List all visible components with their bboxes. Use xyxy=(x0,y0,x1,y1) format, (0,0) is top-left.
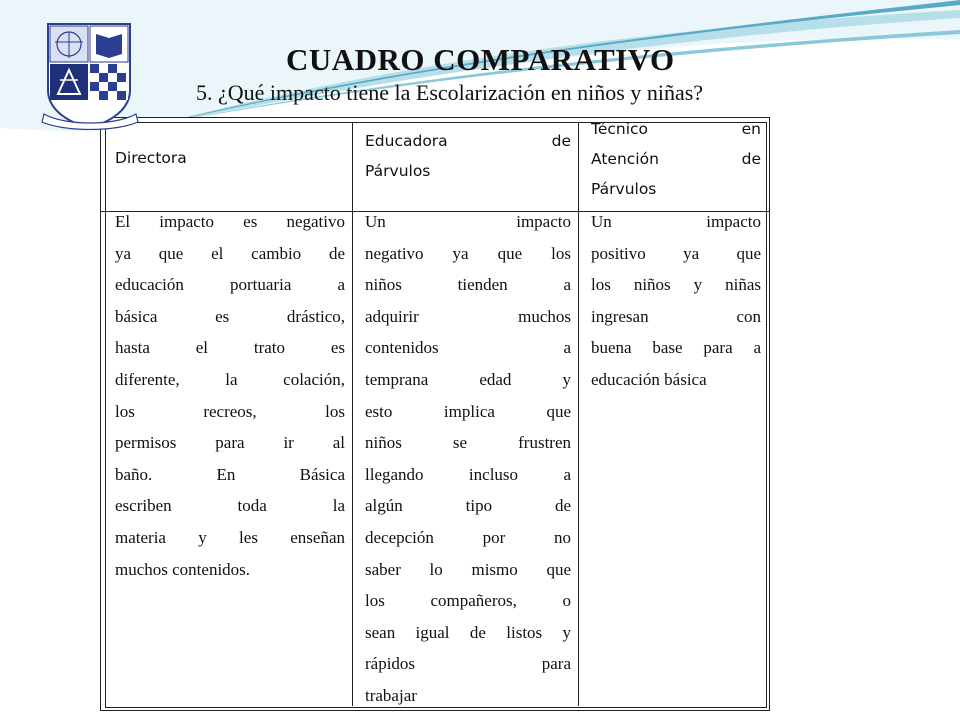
column-divider xyxy=(578,122,579,706)
page-title: CUADRO COMPARATIVO xyxy=(286,42,675,77)
column-divider xyxy=(352,122,353,706)
column-header-educadora: Educadora de Párvulos xyxy=(365,132,571,180)
column-header-directora: Directora xyxy=(115,149,187,167)
table-cell-tecnico: Un impacto positivo ya que los niños y niñas ingresan con buena base para a educación básica xyxy=(591,212,761,389)
column-header-tecnico: Técnico en Atención de Párvulos xyxy=(591,120,761,198)
university-crest-logo xyxy=(10,18,160,130)
comparison-table xyxy=(100,117,770,711)
table-cell-educadora: Un impacto negativo ya que los niños tienden a adquirir muchos contenidos a temprana edad y esto implica que niños se frustren llegando incluso a algún tipo de decepción por no saber lo mismo que los compañeros, o sean igual de listos y rápidos para trabajar xyxy=(365,212,571,705)
table-cell-directora: El impacto es negativo ya que el cambio de educación portuaria a básica es drástico, hasta el trato es diferente, la colación, los recreos, los permisos para ir al baño. En Básica escriben toda la materia y les enseñan muchos contenidos. xyxy=(115,212,345,579)
question-subtitle: 5. ¿Qué impacto tiene la Escolarización en niños y niñas? xyxy=(196,80,704,105)
